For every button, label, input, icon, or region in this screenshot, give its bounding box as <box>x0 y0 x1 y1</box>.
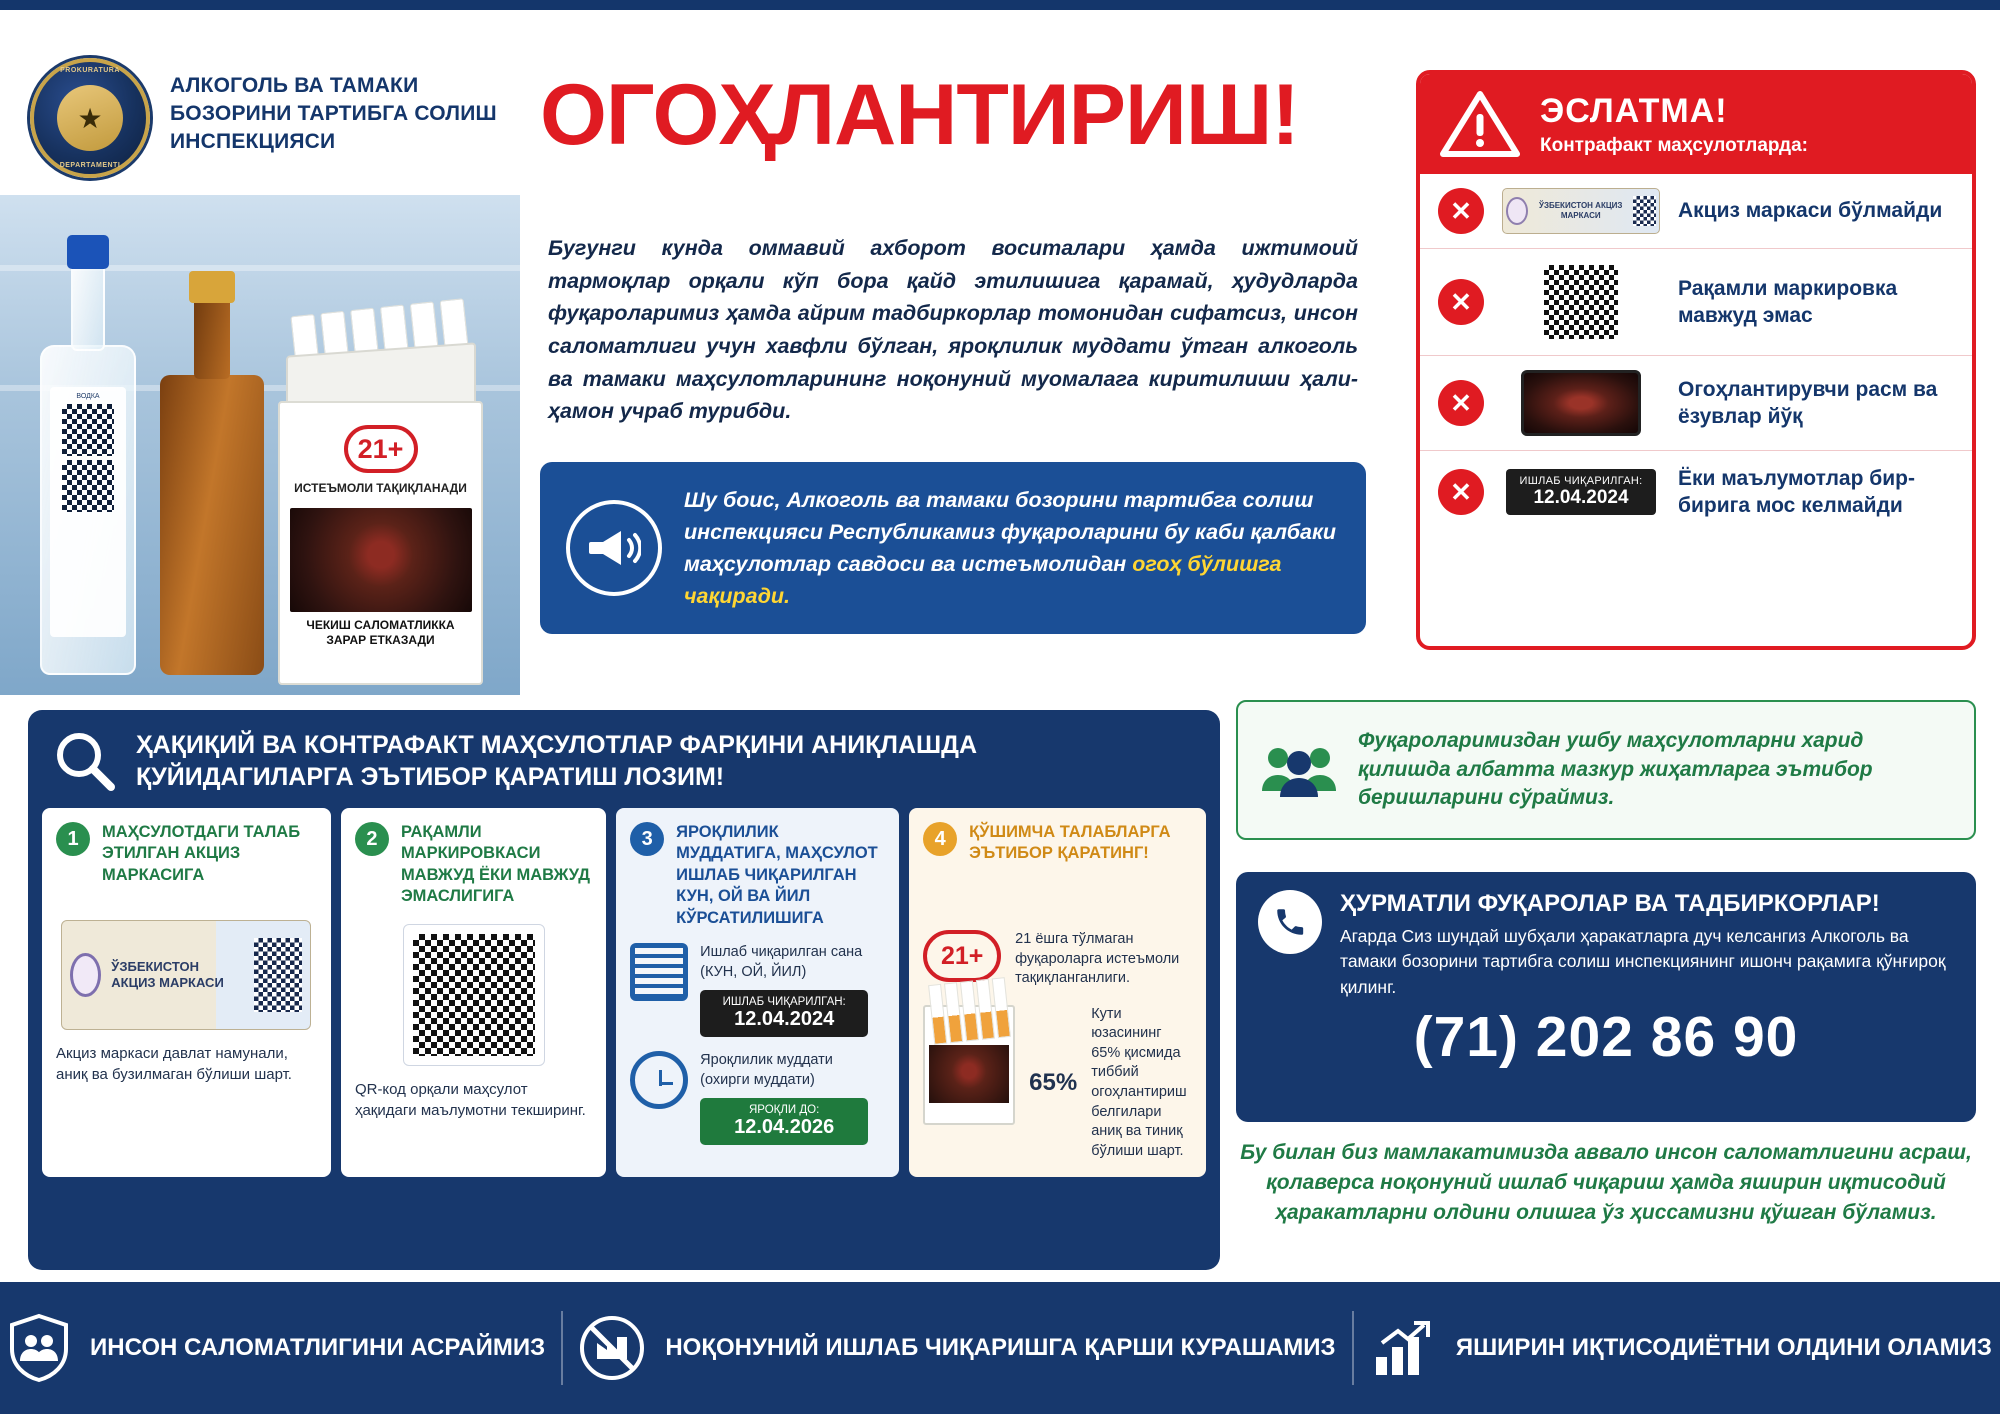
cognac-bottle <box>160 375 264 675</box>
expiry-date-chip <box>700 1098 868 1145</box>
emblem-bottom-text: DEPARTAMENTI <box>59 162 121 169</box>
bottle-qr-icon <box>62 404 114 456</box>
pack-age-badge: 21+ <box>344 425 418 473</box>
footer-divider <box>561 1311 563 1385</box>
reminder-row-1 <box>1420 174 1972 249</box>
prod-chip-date: 12.04.2024 <box>734 1008 835 1031</box>
footer-item-health <box>8 1313 545 1383</box>
callout-highlight: огоҳ бўлишга чақиради. <box>684 552 1282 609</box>
excise-stamp-large <box>61 920 311 1030</box>
x-circle-icon: ✕ <box>1438 279 1484 325</box>
qr-code-icon <box>403 924 545 1066</box>
excise-stamp-large-text: ЎЗБЕКИСТОН АКЦИЗ МАРКАСИ <box>111 958 224 990</box>
factory-ban-icon <box>579 1313 645 1383</box>
product-photo <box>0 195 520 695</box>
checklist-panel <box>28 710 1220 1270</box>
organization-name: АЛКОГОЛЬ ВА ТАМАКИ БОЗОРИНИ ТАРТИБГА СОЛИШ ИНСПЕКЦИЯСИ <box>170 74 497 153</box>
magnifier-icon <box>52 728 118 794</box>
closing-text: Бу билан биз мамлакатимизда аввало инсон саломатлигини асраш, қолаверса ноқонуний ишлаб чиқариш ҳамда яширин иқтисодий ҳаракатларни олдини олишга ўз ҳиссамизни қўшган бўламиз. <box>1240 1141 1972 1224</box>
prod-chip-label: ИШЛАБ ЧИҚАРИЛГАН: <box>722 996 846 1009</box>
card-1-number: 1 <box>56 822 90 856</box>
card-2-footer: QR-код орқали маҳсулот ҳақидаги маълумотни текширинг. <box>354 1081 586 1119</box>
checklist-card-4 <box>909 808 1206 1177</box>
warning-photo-thumb <box>1502 370 1660 436</box>
expiry-chip-label: ЯРОҚЛИ ДО: <box>749 1104 820 1117</box>
people-icon <box>1260 741 1338 799</box>
card-2-title: РАҚАМЛИ МАРКИРОВКАСИ МАВЖУД ЁКИ МАВЖУД ЭМАСЛИГИГА <box>400 823 590 906</box>
hotline-box <box>1236 872 1976 1122</box>
checklist-card-2 <box>341 808 606 1177</box>
bottle-brand: ВОДКА <box>76 393 100 400</box>
expiry-chip-date: 12.04.2026 <box>734 1116 835 1139</box>
card-3-row2-label: Яроқлилик муддати (охирги муддати) <box>700 1052 833 1088</box>
hotline-text: Агарда Сиз шундай шубҳали ҳаракатларга дуч келсангиз Алкоголь ва тамаки бозорини тартибга солиш инспекциянинг ишонч рақамига қўнғироқ қилинг. <box>1340 926 1946 997</box>
reminder-row-3 <box>1420 356 1972 451</box>
reminder-row-4 <box>1420 451 1972 534</box>
green-note-text: Фуқароларимиздан ушбу маҳсулотларни харид қилишда албатта мазкур жиҳатларга эътибор беришларини сўраймиз. <box>1358 728 1873 810</box>
bottle-qr-icon-2 <box>62 460 114 512</box>
vodka-bottle <box>40 345 136 675</box>
card-3-number: 3 <box>630 822 664 856</box>
hotline-title: ҲУРМАТЛИ ФУҚАРОЛАР ВА ТАДБИРКОРЛАР! <box>1340 890 1880 917</box>
cigarette-pack-mini <box>923 1005 1015 1125</box>
footer-bar <box>0 1282 2000 1414</box>
bottle-label <box>50 387 126 637</box>
reminder-title: ЭСЛАТМА! <box>1540 91 1728 130</box>
reminder-subtitle: Контрафакт маҳсулотларда: <box>1540 134 1808 156</box>
checklist-title: ҲАҚИҚИЙ ВА КОНТРАФАКТ МАҲСУЛОТЛАР ФАРҚИНИ АНИҚЛАШДА ҚУЙИДАГИЛАРГА ЭЪТИБОР ҚАРАТИШ ЛОЗИМ! <box>136 730 978 791</box>
cigarette-pack <box>278 355 483 685</box>
phone-icon <box>1258 890 1322 954</box>
reminder-card <box>1416 70 1976 650</box>
footer-item-shadow-economy <box>1370 1315 1992 1381</box>
footer-divider-2 <box>1352 1311 1354 1385</box>
x-circle-icon: ✕ <box>1438 469 1484 515</box>
age-restriction-badge: 21+ <box>923 930 1001 982</box>
hotline-number[interactable]: (71) 202 86 90 <box>1413 1005 1799 1070</box>
excise-stamp-text: ЎЗБЕКИСТОН АКЦИЗ МАРКАСИ <box>1538 201 1623 220</box>
shield-people-icon <box>8 1313 70 1383</box>
reminder-row-2-text: Рақамли маркировка мавжуд эмас <box>1678 276 1898 327</box>
checklist-card-1 <box>42 808 331 1177</box>
page-title: ОГОҲЛАНТИРИШ! <box>540 67 1299 163</box>
green-note <box>1236 700 1976 840</box>
date-chip-label: ИШЛАБ ЧИҚАРИЛГАН: <box>1519 475 1643 488</box>
card-3-title: ЯРОҚЛИЛИК МУДДАТИГА, МАҲСУЛОТ ИШЛАБ ЧИҚАРИЛГАН КУН, ОЙ ВА ЙИЛ КЎРСАТИЛИШИГА <box>676 823 878 927</box>
card-3-row1-label: Ишлаб чиқарилган сана (КУН, ОЙ, ЙИЛ) <box>700 944 863 980</box>
clock-icon <box>630 1051 688 1109</box>
card-1-footer: Акциз маркаси давлат намунали, аниқ ва бузилмаган бўлиши шарт. <box>56 1045 292 1083</box>
emblem-top-text: PROKURATURA <box>60 67 120 74</box>
footer-item-illegal-production <box>579 1313 1335 1383</box>
calendar-icon <box>630 943 688 1001</box>
card-4-title: ҚЎШИМЧА ТАЛАБЛАРГА ЭЪТИБОР ҚАРАТИНГ! <box>969 823 1171 863</box>
reminder-row-2 <box>1420 249 1972 356</box>
card-4-age-text: 21 ёшга тўлмаган фуқароларга истеъмоли тақиқланганлиги. <box>1015 931 1180 987</box>
megaphone-icon <box>566 500 662 596</box>
warning-triangle-icon <box>1438 88 1522 160</box>
production-date-chip <box>700 990 868 1037</box>
reminder-row-3-text: Огоҳлантирувчи расм ва ёзувлар йўқ <box>1678 377 1938 428</box>
x-circle-icon: ✕ <box>1438 380 1484 426</box>
callout-text: Шу боис, Алкоголь ва тамаки бозорини тартибга солиш инспекцияси Республикамиз фуқароларини бу каби қалбаки маҳсулотлар савдоси ва истеъмолидан <box>684 487 1337 576</box>
qr-code-icon <box>1502 263 1660 341</box>
intro-paragraph: Бугунги кунда оммавий ахборот воситалари ҳамда ижтимоий тармоқлар орқали кўп бора қайд этилишига қарамай, ҳудудларда фуқароларимиз ҳамда айрим тадбиркорлар томонидан сифатсиз, инсон саломатлиги учун хавфли бўлган, яроқлилик муддати ўтган алкоголь ва тамаки маҳсулотларининг ноқонуний муомалага киритилиши ҳали-ҳамон учраб турибди. <box>548 236 1358 424</box>
card-1-title: МАҲСУЛОТДАГИ ТАЛАБ ЭТИЛГАН АКЦИЗ МАРКАСИГА <box>102 823 301 884</box>
date-chip-value: 12.04.2024 <box>1533 487 1629 509</box>
pack-age-text: ИСТЕЪМОЛИ ТАҚИҚЛАНАДИ <box>294 481 467 495</box>
callout-box <box>540 462 1366 634</box>
pack-warning-image <box>290 508 472 612</box>
footer-item-illegal-production-text: НОҚОНУНИЙ ИШЛАБ ЧИҚАРИШГА ҚАРШИ КУРАШАМИЗ <box>665 1333 1336 1361</box>
card-4-percent-text: Кути юзасининг 65% қисмида тиббий огоҳлантириш белгилари аниқ ва тиниқ бўлиши шарт. <box>1091 1005 1187 1159</box>
excise-stamp-thumb <box>1502 188 1660 234</box>
reminder-row-1-text: Акциз маркаси бўлмайди <box>1678 199 1943 223</box>
footer-item-shadow-economy-text: ЯШИРИН ИҚТИСОДИЁТНИ ОЛДИНИ ОЛАМИЗ <box>1455 1333 1992 1361</box>
checklist-card-3 <box>616 808 899 1177</box>
x-circle-icon: ✕ <box>1438 188 1484 234</box>
production-date-chip <box>1502 469 1660 515</box>
card-2-number: 2 <box>355 822 389 856</box>
prosecutor-emblem-icon: PROKURATURA DEPARTAMENTI ★ <box>30 58 150 178</box>
card-4-number: 4 <box>923 822 957 856</box>
reminder-row-4-text: Ёки маълумотлар бир-бирига мос келмайди <box>1678 467 1915 518</box>
pack-warning-text: ЧЕКИШ САЛОМАТЛИККА ЗАРАР ЕТКАЗАДИ <box>290 618 472 654</box>
card-4-percent: 65% <box>1029 1068 1078 1096</box>
bar-chart-up-icon <box>1370 1315 1436 1381</box>
footer-item-health-text: ИНСОН САЛОМАТЛИГИНИ АСРАЙМИЗ <box>90 1333 546 1361</box>
